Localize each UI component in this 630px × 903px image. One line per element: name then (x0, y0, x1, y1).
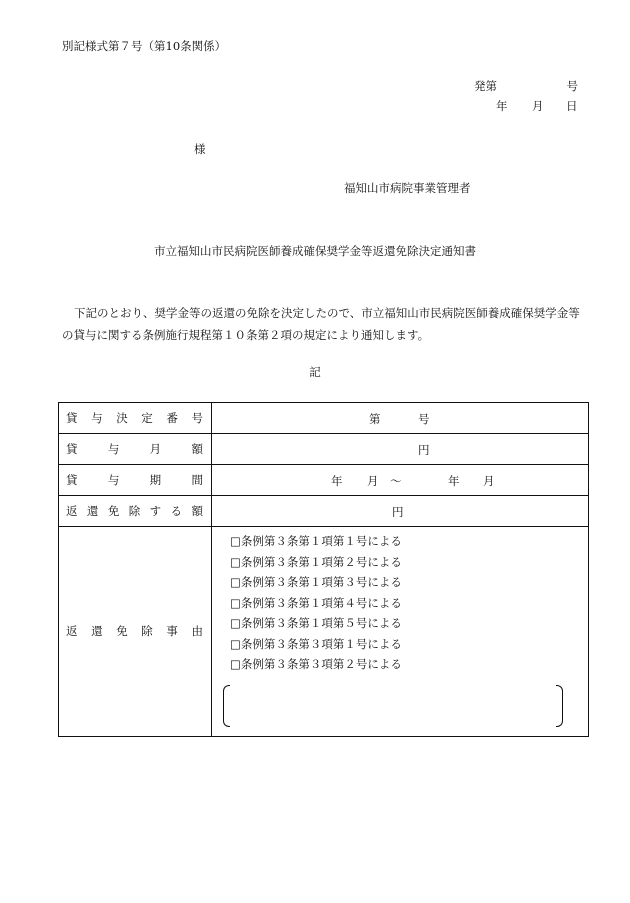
value-exempt-amount (212, 496, 589, 527)
label-char: 返 (66, 504, 78, 518)
label-char: 定 (141, 411, 153, 425)
yen-unit: 円 (418, 443, 430, 457)
label-exemption-reason (59, 527, 212, 737)
label-char: 還 (86, 504, 99, 518)
label-char: 貸 (66, 442, 78, 456)
label-char: 号 (191, 411, 203, 425)
label-char: 貸 (66, 473, 78, 487)
date-year: 年 (496, 99, 508, 113)
ki-heading: 記 (309, 365, 321, 379)
label-exempt-amount (59, 496, 212, 527)
label-char: 除 (141, 624, 153, 639)
reason-checkbox-item[interactable]: □条例第３条第１項第２号による (230, 554, 402, 569)
value-loan-decision-number (212, 403, 589, 434)
date-day: 日 (566, 99, 578, 113)
reason-checkbox-item[interactable]: □条例第３条第１項第４号による (230, 595, 402, 610)
issue-suffix: 号 (566, 79, 578, 93)
label-char: 与 (91, 411, 103, 425)
label-char: 額 (191, 442, 203, 456)
reason-checkbox-item[interactable]: □条例第３条第３項第２号による (230, 657, 402, 671)
number-suffix: 号 (418, 412, 430, 426)
label-char: 免 (116, 624, 128, 639)
reason-checkbox-item[interactable]: □条例第３条第３項第１号による (230, 636, 402, 651)
period-start-year: 年 (331, 474, 343, 488)
value-loan-period (212, 465, 589, 496)
label-char: 返 (66, 624, 78, 639)
label-monthly-amount (59, 434, 212, 465)
label-char: る (170, 504, 183, 518)
label-char: 与 (107, 473, 120, 487)
label-char: 番 (166, 411, 178, 425)
period-start-month: 月 (367, 474, 379, 488)
label-char: 由 (191, 624, 203, 639)
label-char: 与 (107, 442, 120, 456)
period-end-month: 月 (483, 474, 495, 488)
label-loan-period (59, 465, 212, 496)
label-char: 月 (149, 442, 162, 456)
label-char: 間 (191, 473, 203, 487)
value-monthly-amount (212, 434, 589, 465)
label-char: す (149, 504, 162, 518)
detail-table (58, 402, 589, 737)
right-bracket (556, 685, 563, 727)
label-char: 免 (107, 504, 120, 518)
free-text-bracket[interactable] (223, 685, 563, 727)
sender-name: 福知山市病院事業管理者 (344, 181, 471, 195)
label-char: 決 (116, 411, 128, 425)
reason-checkbox-item[interactable]: □条例第３条第１項第１号による (230, 534, 402, 548)
form-label: 別記様式第７号（第10条関係） (62, 39, 227, 53)
label-loan-decision-number (59, 403, 212, 434)
period-end-year: 年 (448, 474, 460, 488)
issue-prefix: 発第 (474, 79, 497, 93)
left-bracket (223, 685, 230, 727)
document-title: 市立福知山市民病院医師養成確保奨学金等返還免除決定通知書 (154, 244, 476, 258)
number-prefix: 第 (369, 412, 381, 426)
label-char: 事 (166, 624, 178, 639)
label-char: 額 (191, 504, 203, 518)
label-char: 貸 (66, 411, 78, 425)
reason-checkbox-item[interactable]: □条例第３条第１項第３号による (230, 575, 402, 589)
label-char: 還 (91, 624, 103, 639)
reason-checkbox-item[interactable]: □条例第３条第１項第５号による (230, 616, 402, 630)
value-exemption-reason (212, 527, 589, 737)
label-char: 除 (128, 504, 141, 518)
body-text: 下記のとおり、奨学金等の返還の免除を決定したので、市立福知山市民病院医師養成確保奨学金等の貸与に関する条例施行規程第１０条第２項の規定により通知します。 (62, 306, 580, 342)
period-tilde: ～ (390, 474, 402, 488)
yen-unit: 円 (392, 505, 404, 519)
issue-number-line (474, 78, 578, 94)
label-char: 期 (149, 473, 162, 487)
recipient-line: 様 (194, 142, 206, 156)
date-month: 月 (532, 99, 544, 113)
